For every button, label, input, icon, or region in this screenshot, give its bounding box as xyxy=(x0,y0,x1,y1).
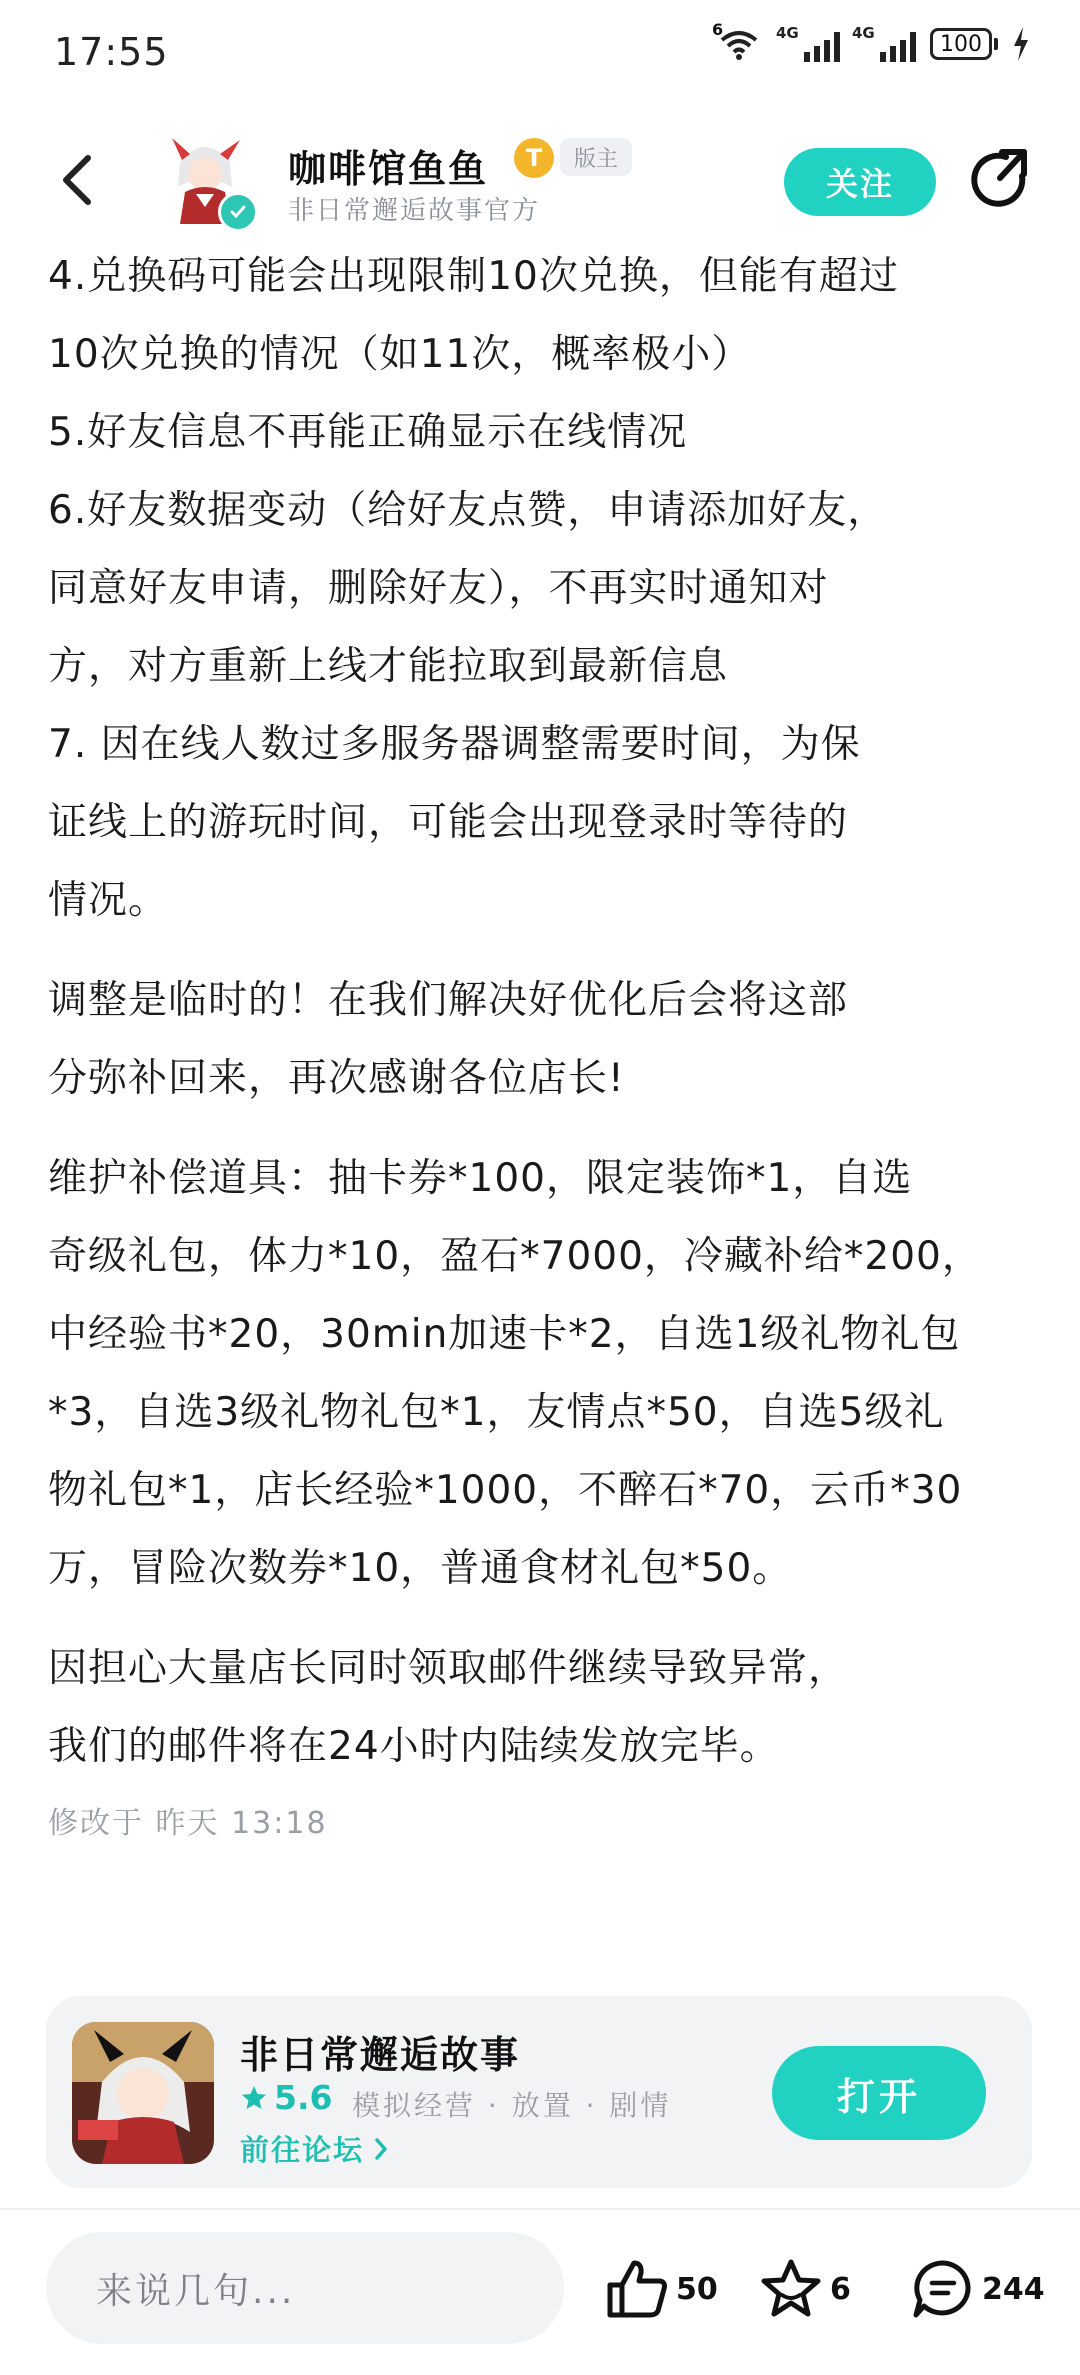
app-rating xyxy=(240,2078,332,2117)
content-line: 调整是临时的！在我们解决好优化后会将这部 xyxy=(48,978,849,1023)
content-line: 物礼包*1，店长经验*1000，不醉石*70，云币*30 xyxy=(48,1468,963,1513)
open-app-button[interactable]: 打开 xyxy=(772,2046,986,2140)
content-line: 7. 因在线人数过多服务器调整需要时间，为保 xyxy=(48,722,861,767)
like-count: 50 xyxy=(676,2271,718,2307)
content-line: 6.好友数据变动（给好友点赞，申请添加好友， xyxy=(48,488,888,533)
forum-link[interactable] xyxy=(240,2128,390,2169)
signal-icon xyxy=(854,26,916,62)
network-type-label: 4G xyxy=(776,24,799,42)
share-icon xyxy=(966,146,1036,216)
content-line: 维护补偿道具：抽卡券*100，限定装饰*1，自选 xyxy=(48,1156,913,1201)
back-button[interactable] xyxy=(50,150,110,210)
favorite-count: 6 xyxy=(830,2271,851,2307)
signal-icon xyxy=(778,26,840,62)
level-badge: T xyxy=(514,138,554,178)
content-line: 4.兑换码可能会出现限制10次兑换，但能有超过 xyxy=(48,254,899,299)
wifi-label: 6 xyxy=(712,20,724,39)
content-line: 情况。 xyxy=(48,878,169,923)
content-line: 奇级礼包，体力*10，盈石*7000，冷藏补给*200， xyxy=(48,1234,982,1279)
status-bar xyxy=(0,0,1080,110)
chevron-right-icon xyxy=(372,2137,390,2161)
content-line: 因担心大量店长同时领取邮件继续导致异常， xyxy=(48,1646,849,1691)
favorite-button[interactable] xyxy=(758,2254,851,2324)
battery-tip xyxy=(994,38,998,50)
edited-timestamp: 修改于 昨天 13:18 xyxy=(48,1806,328,1841)
content-line: 万，冒险次数券*10，普通食材礼包*50。 xyxy=(48,1546,793,1591)
charging-icon xyxy=(1012,27,1030,61)
network-type-label: 4G xyxy=(852,24,875,42)
content-line: 证线上的游玩时间，可能会出现登录时等待的 xyxy=(48,800,849,845)
verified-badge-icon xyxy=(218,192,258,232)
follow-button[interactable]: 关注 xyxy=(784,148,936,216)
app-card[interactable] xyxy=(46,1996,1032,2188)
comment-input[interactable]: 来说几句... xyxy=(46,2232,564,2344)
content-line: 方，对方重新上线才能拉取到最新信息 xyxy=(48,644,729,689)
post-header xyxy=(0,120,1080,245)
battery-icon xyxy=(930,28,992,60)
forum-link-label: 前往论坛 xyxy=(240,2133,365,2167)
chevron-left-icon xyxy=(50,150,110,210)
star-icon xyxy=(240,2084,268,2112)
comment-icon xyxy=(910,2257,976,2321)
author-subtitle: 非日常邂逅故事官方 xyxy=(288,196,541,226)
wifi-icon xyxy=(712,20,764,62)
content-line: 中经验书*20，30min加速卡*2，自选1级礼物礼包 xyxy=(48,1312,961,1357)
post-content xyxy=(48,238,1038,1842)
rating-value: 5.6 xyxy=(274,2078,333,2117)
share-button[interactable] xyxy=(966,146,1036,216)
author-name[interactable]: 咖啡馆鱼鱼 xyxy=(288,147,489,191)
star-outline-icon xyxy=(758,2257,824,2321)
comment-count: 244 xyxy=(982,2271,1045,2307)
content-line: 我们的邮件将在24小时内陆续发放完毕。 xyxy=(48,1724,780,1769)
status-time: 17:55 xyxy=(54,30,169,74)
battery-level: 100 xyxy=(940,31,982,57)
app-icon[interactable] xyxy=(72,2022,214,2164)
like-button[interactable] xyxy=(604,2254,718,2324)
bottom-action-bar xyxy=(0,2210,1080,2375)
thumbs-up-icon xyxy=(604,2257,670,2321)
app-name[interactable]: 非日常邂逅故事 xyxy=(240,2033,521,2077)
content-line: 10次兑换的情况（如11次，概率极小） xyxy=(48,332,752,377)
status-icons xyxy=(712,20,1030,62)
app-tags: 模拟经营 · 放置 · 剧情 xyxy=(352,2089,672,2122)
content-line: *3，自选3级礼物礼包*1，友情点*50，自选5级礼 xyxy=(48,1390,945,1435)
content-line: 同意好友申请，删除好友），不再实时通知对 xyxy=(48,566,829,611)
content-line: 5.好友信息不再能正确显示在线情况 xyxy=(48,410,688,455)
content-line: 分弥补回来，再次感谢各位店长! xyxy=(48,1056,625,1101)
comment-button[interactable] xyxy=(910,2254,1045,2324)
role-badge: 版主 xyxy=(560,138,632,176)
